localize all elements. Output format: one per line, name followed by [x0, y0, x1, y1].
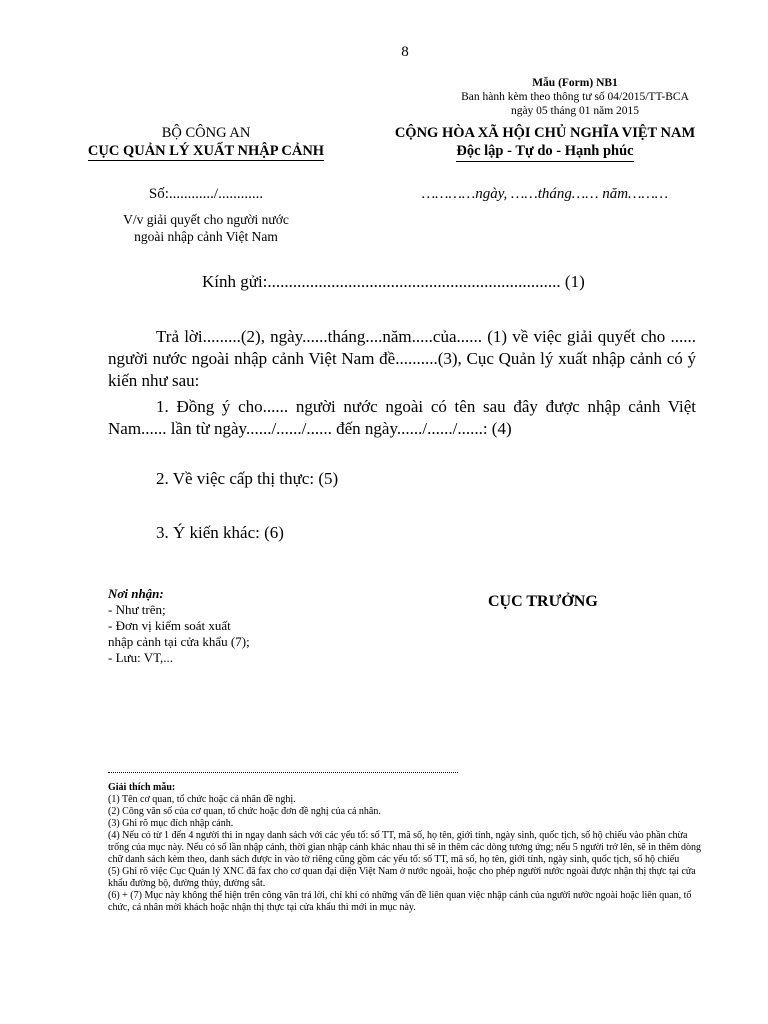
form-meta-line2: ngày 05 tháng 01 năm 2015: [510, 105, 640, 117]
footnote-item: (4) Nếu có từ 1 đến 4 người thì in ngay danh sách với các yếu tố: số TT, mã số, họ tên, giới tính, ngày sinh, quốc tịch, số hộ chiếu vào phần chừa trống của mục này. Nếu có số lần nhập cảnh, thời gian nhập cảnh khác nhau thì sẽ in thêm các dòng tương ứng; nếu 5 người trở lên, sẽ in thêm dòng chữ danh sách kèm theo, danh sách được in vào tờ riêng cũng gồm các yếu tố: số TT, mã số, họ tên, giới tính, ngày sinh, quốc tịch, số hộ chiếu: [108, 830, 702, 865]
footnote-divider: [108, 772, 458, 773]
subject-line2: ngoài nhập cảnh Việt Nam: [134, 229, 278, 244]
signature-title: CỤC TRƯỞNG: [488, 593, 598, 610]
org-sub: CỤC QUẢN LÝ XUẤT NHẬP CẢNH: [87, 143, 325, 159]
footnote-item: (3) Ghi rõ mục đích nhập cảnh.: [108, 818, 234, 829]
document-number: Số:............/............: [148, 186, 264, 202]
subject: [66, 211, 346, 245]
footnote-item: (1) Tên cơ quan, tổ chức hoặc cá nhân đề nghị.: [108, 794, 296, 805]
footnote-item: (5) Ghi rõ việc Cục Quản lý XNC đã fax cho cơ quan đại diện Việt Nam ở nước ngoài, hoặc cho phép người nước ngoài được nhận thị thực tại cửa khẩu đường bộ, đường thủy, đường sắt.: [108, 866, 696, 889]
form-code: Mẫu (Form) NB1: [532, 77, 618, 89]
issuing-organization: [66, 124, 346, 160]
footnote-item: (2) Công văn số của cơ quan, tổ chức hoặc đơn đề nghị của cá nhân.: [108, 806, 381, 817]
national-header: [360, 124, 730, 162]
body-paragraph-approval: 1. Đồng ý cho...... người nước ngoài có tên sau đây được nhập cảnh Việt Nam...... lần từ ngày....../....../...... đến ngày....../....../......: (4): [108, 397, 696, 438]
body-paragraph-visa: 2. Về việc cấp thị thực: (5): [156, 469, 339, 488]
form-meta-line1: Ban hành kèm theo thông tư số 04/2015/TT-BCA: [461, 91, 689, 103]
footnotes-title: Giải thích mẫu:: [108, 782, 176, 793]
footnote-item: (6) + (7) Mục này không thể hiện trên công văn trả lời, chỉ khi có những vấn đề liên quan việc nhập cảnh của người nước ngoài hoặc liên quan, tổ chức, cá nhân mời khách hoặc nhận thị thực tại cửa khẩu thì mới in mục này.: [108, 890, 692, 913]
recipients-title: Nơi nhận:: [108, 586, 164, 601]
body-paragraph-reply: Trả lời.........(2), ngày......tháng....năm.....của...... (1) về việc giải quyết cho ...... người nước ngoài nhập cảnh Việt Nam đề..........(3), Cục Quản lý xuất nhập cảnh có ý kiến như sau:: [108, 327, 696, 390]
footnotes: [108, 782, 708, 914]
recipient-item: nhập cảnh tại cửa khẩu (7);: [108, 634, 250, 649]
subject-line1: V/v giải quyết cho người nước: [123, 212, 289, 227]
date-line: …………ngày, ……tháng…… năm………: [421, 186, 669, 202]
recipient-item: - Như trên;: [108, 602, 166, 617]
body-paragraph-other: 3. Ý kiến khác: (6): [156, 523, 284, 542]
page-number: 8: [401, 44, 409, 60]
salutation: Kính gửi:..................................................................... (1): [202, 272, 585, 291]
org-main: BỘ CÔNG AN: [161, 125, 251, 141]
recipient-item: - Đơn vị kiểm soát xuất: [108, 618, 231, 633]
country-name: CỘNG HÒA XÃ HỘI CHỦ NGHĨA VIỆT NAM: [394, 125, 696, 141]
recipient-item: - Lưu: VT,...: [108, 650, 174, 665]
recipients: [108, 586, 250, 666]
form-meta: [400, 76, 750, 118]
motto: Độc lập - Tự do - Hạnh phúc: [456, 142, 633, 162]
